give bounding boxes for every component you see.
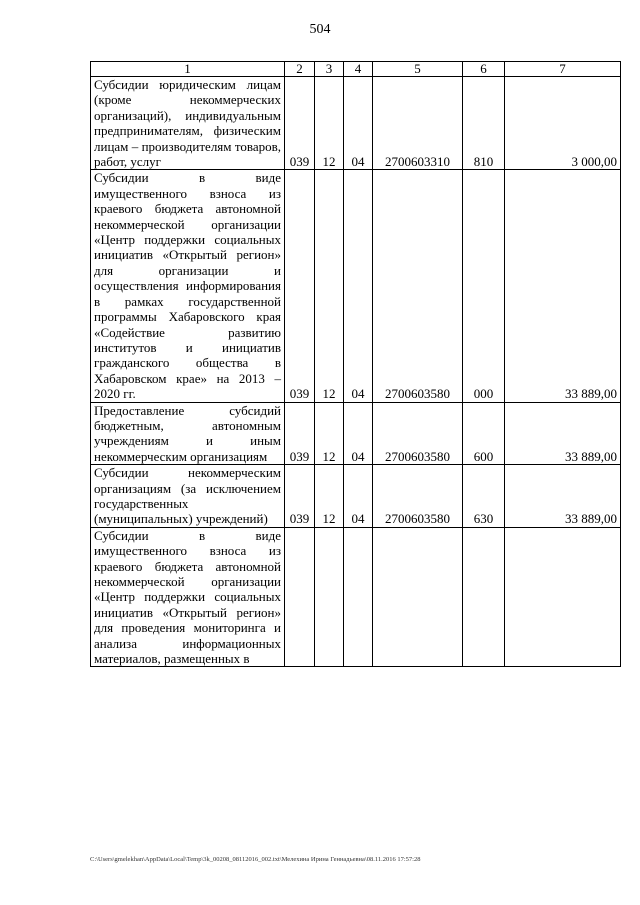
cell-expense-type: 810 xyxy=(463,77,505,170)
cell-ministry-code: 039 xyxy=(285,77,315,170)
cell-amount: 33 889,00 xyxy=(505,465,621,528)
table-row xyxy=(91,465,621,528)
header-row xyxy=(91,62,621,77)
row-description: Предоставление субсидий бюджетным, автономным учреждениям и иным некоммерческим организациям xyxy=(91,402,285,465)
cell-amount: 33 889,00 xyxy=(505,170,621,402)
cell-ministry-code: 039 xyxy=(285,465,315,528)
row-description: Субсидии некоммерческим организациям (за исключением государственных (муниципальных) учреждений) xyxy=(91,465,285,528)
row-description: Субсидии в виде имущественного взноса из краевого бюджета автономной некоммерческой организации «Центр поддержки социальных инициатив «Открытый регион» для организации и осуществления информирования в рамках государственной программы Хабаровского края «Содействие развитию институтов и инициатив гражданского общества в Хабаровском крае» на 2013 – 2020 гг. xyxy=(91,170,285,402)
cell-section xyxy=(315,527,344,667)
cell-amount: 3 000,00 xyxy=(505,77,621,170)
cell-target-article: 2700603580 xyxy=(373,170,463,402)
cell-section: 12 xyxy=(315,465,344,528)
row-description: Субсидии юридическим лицам (кроме некоммерческих организаций), индивидуальным предпринимателям, физическим лицам – производителям товаров, работ, услуг xyxy=(91,77,285,170)
column-header: 2 xyxy=(285,62,315,77)
cell-ministry-code: 039 xyxy=(285,170,315,402)
cell-ministry-code xyxy=(285,527,315,667)
table-row xyxy=(91,170,621,402)
table-row xyxy=(91,527,621,667)
cell-target-article: 2700603580 xyxy=(373,402,463,465)
column-header: 7 xyxy=(505,62,621,77)
cell-section: 12 xyxy=(315,170,344,402)
cell-target-article: 2700603310 xyxy=(373,77,463,170)
column-header: 1 xyxy=(91,62,285,77)
table-row xyxy=(91,402,621,465)
column-header: 5 xyxy=(373,62,463,77)
file-path-footer: C:\Users\gmelekhan\AppData\Local\Temp\3k_00208_08112016_002.txt\Мелехина Ирина Геннадьевна\08.11.2016 17:57:28 xyxy=(90,856,421,863)
cell-expense-type: 630 xyxy=(463,465,505,528)
cell-section: 12 xyxy=(315,77,344,170)
cell-amount xyxy=(505,527,621,667)
column-header: 6 xyxy=(463,62,505,77)
cell-subsection: 04 xyxy=(344,402,373,465)
cell-subsection: 04 xyxy=(344,77,373,170)
cell-target-article xyxy=(373,527,463,667)
cell-amount: 33 889,00 xyxy=(505,402,621,465)
cell-expense-type: 600 xyxy=(463,402,505,465)
page-number: 504 xyxy=(309,22,331,37)
cell-expense-type: 000 xyxy=(463,170,505,402)
cell-section: 12 xyxy=(315,402,344,465)
column-header: 4 xyxy=(344,62,373,77)
cell-subsection xyxy=(344,527,373,667)
cell-expense-type xyxy=(463,527,505,667)
cell-ministry-code: 039 xyxy=(285,402,315,465)
cell-subsection: 04 xyxy=(344,170,373,402)
budget-table xyxy=(90,61,621,667)
column-header: 3 xyxy=(315,62,344,77)
table-row xyxy=(91,77,621,170)
cell-subsection: 04 xyxy=(344,465,373,528)
cell-target-article: 2700603580 xyxy=(373,465,463,528)
row-description: Субсидии в виде имущественного взноса из краевого бюджета автономной некоммерческой организации «Центр поддержки социальных инициатив «Открытый регион» для проведения мониторинга и анализа информационных материалов, размещенных в xyxy=(91,527,285,667)
